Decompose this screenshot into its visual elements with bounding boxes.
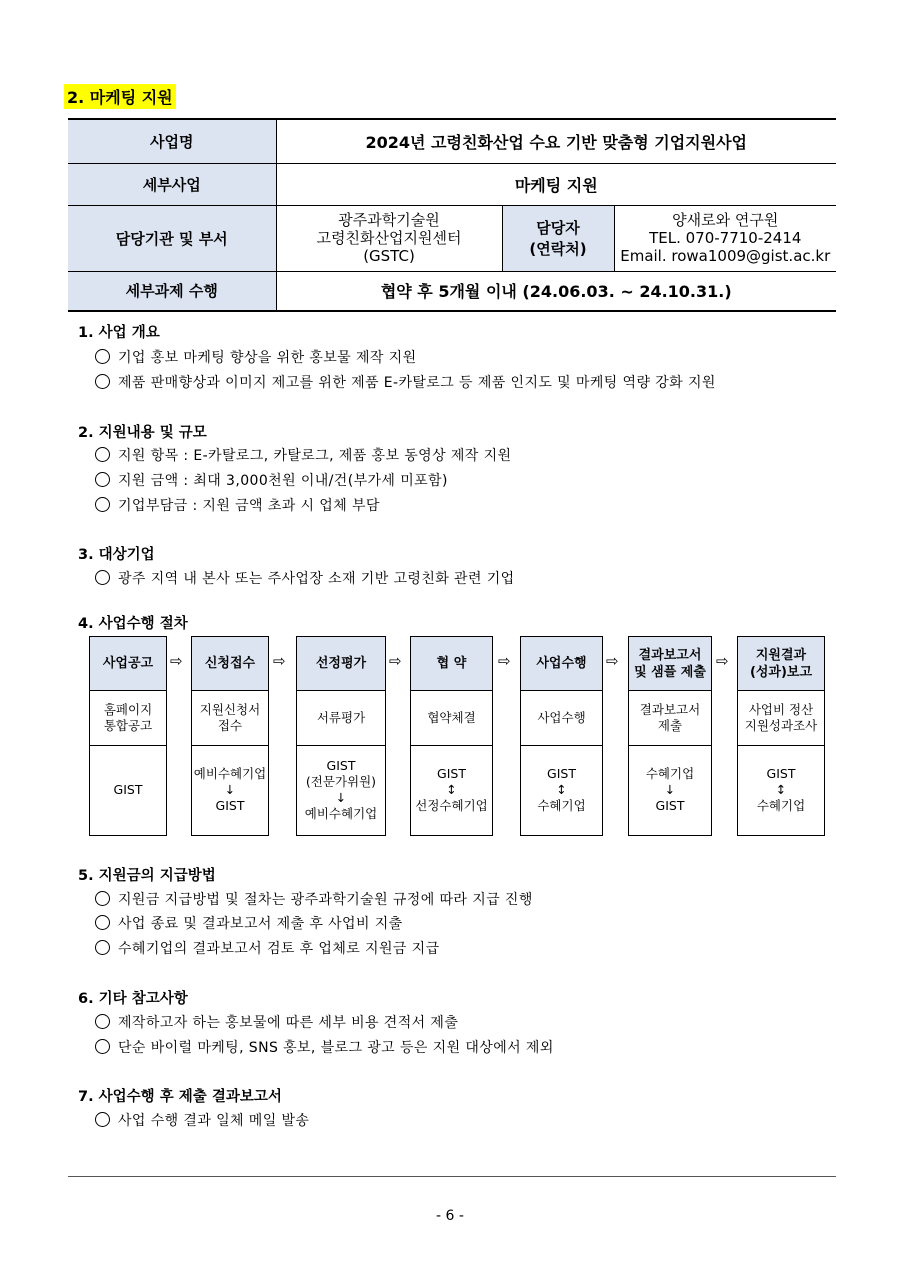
flow-step: 사업수행 사업수행 GIST ↕ 수혜기업 — [520, 636, 603, 836]
period-value: 협약 후 5개월 이내 (24.06.03. ~ 24.10.31.) — [276, 271, 836, 311]
section-title: 5. 지원금의 지급방법 — [78, 868, 216, 884]
bullet-item: 수혜기업의 결과보고서 검토 후 업체로 지원금 지급 — [95, 938, 440, 958]
section-title: 1. 사업 개요 — [78, 325, 160, 341]
circle-bullet-icon — [95, 374, 110, 389]
sub-program-label: 세부사업 — [68, 163, 276, 205]
footer-divider — [68, 1176, 836, 1177]
org-label: 담당기관 및 부서 — [68, 205, 276, 271]
flow-step: 협 약 협약체결 GIST ↕ 선정수혜기업 — [410, 636, 493, 836]
section-title: 7. 사업수행 후 제출 결과보고서 — [78, 1089, 282, 1105]
flow-step: 선정평가 서류평가 GIST (전문가위원) ↓ 예비수혜기업 — [296, 636, 386, 836]
right-arrow-icon: ⇨ — [498, 652, 511, 670]
period-label: 세부과제 수행 — [68, 271, 276, 311]
circle-bullet-icon — [95, 472, 110, 487]
bullet-item: 지원금 지급방법 및 절차는 광주과학기술원 규정에 따라 지급 진행 — [95, 889, 533, 909]
section-title: 4. 사업수행 절차 — [78, 616, 188, 632]
bullet-item: 사업 종료 및 결과보고서 제출 후 사업비 지출 — [95, 913, 403, 933]
program-name-value: 2024년 고령친화산업 수요 기반 맞춤형 기업지원사업 — [276, 119, 836, 163]
flow-step: 지원결과 (성과)보고 사업비 정산 지원성과조사 GIST ↕ 수혜기업 — [737, 636, 825, 836]
contact-label-line: (연락처) — [529, 240, 587, 258]
circle-bullet-icon — [95, 940, 110, 955]
contact-phone: TEL. 070-7710-2414 — [649, 229, 802, 247]
org-value — [276, 205, 502, 271]
circle-bullet-icon — [95, 1014, 110, 1029]
right-arrow-icon: ⇨ — [716, 652, 729, 670]
sub-program-value: 마케팅 지원 — [276, 163, 836, 205]
org-line: 광주과학기술원 — [338, 211, 440, 229]
flow-step: 결과보고서 및 샘플 제출 결과보고서 제출 수혜기업 ↓ GIST — [628, 636, 712, 836]
contact-label — [502, 205, 614, 271]
contact-person: 양새로와 연구원 — [672, 211, 779, 229]
bullet-item: 지원 금액 : 최대 3,000천원 이내/건(부가세 미포함) — [95, 470, 448, 490]
circle-bullet-icon — [95, 1112, 110, 1127]
page-number: - 6 - — [436, 1208, 464, 1224]
org-line: (GSTC) — [363, 247, 415, 265]
bullet-item: 단순 바이럴 마케팅, SNS 홍보, 블로그 광고 등은 지원 대상에서 제외 — [95, 1037, 554, 1057]
section-title: 3. 대상기업 — [78, 547, 155, 563]
bullet-item: 사업 수행 결과 일체 메일 발송 — [95, 1110, 309, 1130]
right-arrow-icon: ⇨ — [606, 652, 619, 670]
section-title: 6. 기타 참고사항 — [78, 991, 188, 1007]
org-line: 고령친화산업지원센터 — [316, 229, 462, 247]
circle-bullet-icon — [95, 915, 110, 930]
bullet-item: 제품 판매향상과 이미지 제고를 위한 제품 E-카탈로그 등 제품 인지도 및 마케팅 역량 강화 지원 — [95, 372, 716, 392]
bullet-item: 기업부담금 : 지원 금액 초과 시 업체 부담 — [95, 495, 380, 515]
circle-bullet-icon — [95, 570, 110, 585]
section-heading: 2. 마케팅 지원 — [64, 84, 176, 109]
right-arrow-icon: ⇨ — [273, 652, 286, 670]
right-arrow-icon: ⇨ — [389, 652, 402, 670]
circle-bullet-icon — [95, 349, 110, 364]
right-arrow-icon: ⇨ — [170, 652, 183, 670]
bullet-item: 제작하고자 하는 홍보물에 따른 세부 비용 견적서 제출 — [95, 1012, 458, 1032]
circle-bullet-icon — [95, 1039, 110, 1054]
circle-bullet-icon — [95, 447, 110, 462]
section-title: 2. 지원내용 및 규모 — [78, 425, 207, 441]
contact-value — [614, 205, 836, 271]
bullet-item: 지원 항목 : E-카탈로그, 카탈로그, 제품 홍보 동영상 제작 지원 — [95, 445, 511, 465]
program-info-table — [68, 118, 836, 312]
circle-bullet-icon — [95, 891, 110, 906]
contact-label-line: 담당자 — [536, 219, 580, 237]
flow-step: 신청접수 지원신청서 접수 예비수혜기업 ↓ GIST — [191, 636, 269, 836]
bullet-item: 광주 지역 내 본사 또는 주사업장 소재 기반 고령친화 관련 기업 — [95, 568, 515, 588]
circle-bullet-icon — [95, 497, 110, 512]
flow-step: 사업공고 홈페이지 통합공고 GIST — [89, 636, 167, 836]
contact-email: Email. rowa1009@gist.ac.kr — [620, 247, 831, 265]
program-name-label: 사업명 — [68, 119, 276, 163]
bullet-item: 기업 홍보 마케팅 향상을 위한 홍보물 제작 지원 — [95, 347, 417, 367]
